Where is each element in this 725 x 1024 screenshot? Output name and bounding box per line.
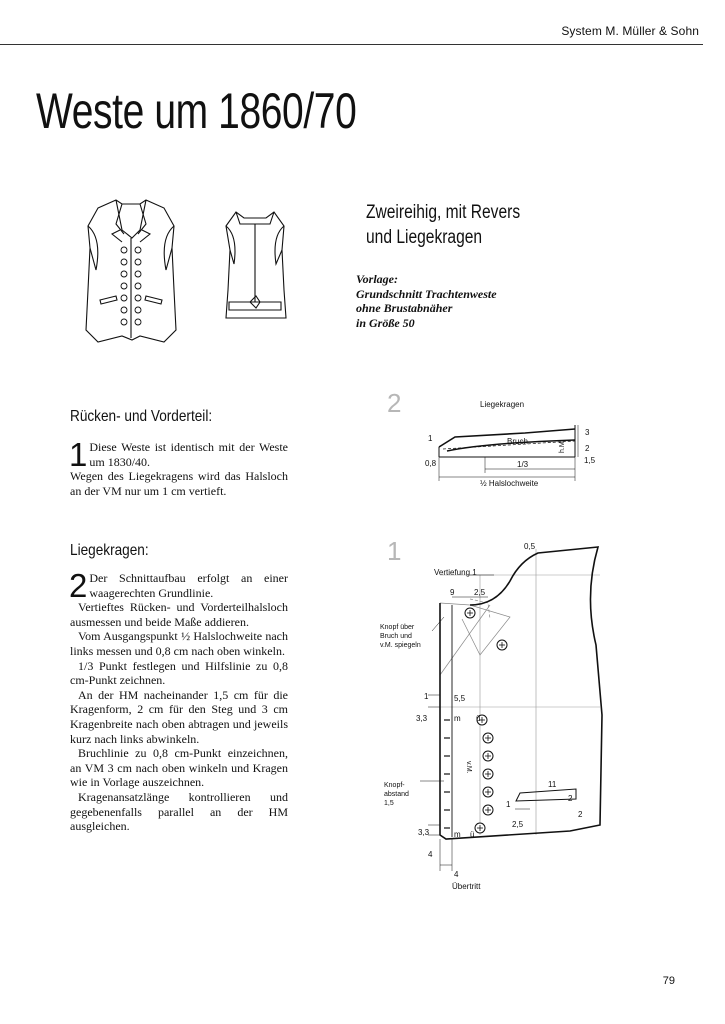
section-heading-back-front: Rücken- und Vorderteil: — [70, 408, 213, 425]
knopfabstand-line: Knopf- — [384, 782, 405, 789]
label-0-5: 0,5 — [524, 542, 536, 551]
buttonhole-marks — [444, 720, 450, 828]
label-0-8: 0,8 — [425, 459, 437, 468]
knopfabstand-line: abstand — [384, 791, 409, 798]
label-2: 2 — [585, 444, 590, 453]
collar-pattern-diagram — [425, 395, 610, 490]
label-1-5: 1,5 — [584, 456, 596, 465]
label-1: 1 — [424, 692, 429, 701]
section-heading-collar: Liegekragen: — [70, 542, 149, 559]
dropcap: 1 — [69, 436, 88, 473]
template-note — [356, 272, 497, 330]
label-ue: ü — [476, 714, 481, 723]
subtitle-line: und Liegekragen — [366, 227, 483, 248]
knopf-note-line: Knopf über — [380, 624, 415, 631]
subtitle-line: Zweireihig, mit Revers — [366, 202, 521, 223]
dropcap: 2 — [69, 567, 88, 604]
paragraph: 1/3 Punkt festlegen und Hilfslinie zu 0,8 cm-Punkt zeichnen. — [70, 658, 288, 688]
label-2-5: 2,5 — [474, 588, 486, 597]
label-ue: ü — [470, 830, 475, 839]
front-outline — [440, 547, 602, 839]
template-note-line: Vorlage: — [356, 272, 398, 286]
label-3: 3 — [585, 428, 590, 437]
instruction-block-2 — [69, 567, 288, 834]
fold-diagonal — [440, 605, 490, 675]
header-brand: System M. Müller & Sohn — [561, 24, 699, 38]
knopf-note-line: v.M. spiegeln — [380, 642, 421, 649]
label-1: 1 — [506, 800, 511, 809]
label-one-third: 1/3 — [517, 460, 529, 469]
paragraph: Wegen des Liegekragens wird das Halsloch an der VM nur um 1 cm vertieft. — [70, 469, 288, 498]
template-note-line: in Größe 50 — [356, 315, 415, 330]
knopfabstand-line: 1,5 — [384, 800, 394, 807]
label-1: 1 — [428, 434, 433, 443]
vest-illustrations — [60, 190, 360, 360]
template-note-line: Grundschnitt Trachtenweste — [356, 286, 497, 301]
step-number-1: 1 — [387, 536, 402, 566]
paragraph: Vom Ausgangspunkt ½ Halslochweite nach links messen und 0,8 cm nach oben winkeln. — [70, 629, 288, 658]
label-5-5: 5,5 — [454, 694, 466, 703]
label-uebertritt: Übertritt — [452, 882, 481, 891]
label-11: 11 — [548, 780, 557, 789]
paragraph: Kragenansatzlänge kontrollieren und gegebenenfalls parallel an der HM ausgleichen. — [70, 789, 288, 834]
label-hm: h.M. — [559, 439, 566, 453]
header-rule — [0, 44, 703, 45]
label-bruch: Bruch — [507, 437, 528, 446]
button-marks — [465, 608, 507, 833]
collar-title: Liegekragen — [480, 400, 525, 409]
knopf-note-line: Bruch und — [380, 633, 412, 640]
label-3-3: 3,3 — [418, 828, 430, 837]
label-3-3: 3,3 — [416, 714, 428, 723]
vest-back-illustration — [226, 212, 286, 318]
paragraph: Bruchlinie zu 0,8 cm-Punkt einzeichnen, an VM 3 cm nach oben winkeln und Kragen wie in Vorlage auszeichnen. — [70, 746, 288, 790]
label-m: m — [454, 830, 461, 839]
paragraph: Vertieftes Rücken- und Vorderteilhalsloch ausmessen und beide Maße addieren. — [70, 600, 288, 629]
label-2-5: 2,5 — [512, 820, 524, 829]
pocket-outline — [516, 789, 576, 801]
label-vm: v.M. — [465, 761, 472, 774]
vest-front-illustration — [86, 200, 176, 342]
label-2: 2 — [578, 810, 583, 819]
paragraph: Der Schnittaufbau erfolgt an einer waagerechten Grundlinie. — [89, 571, 288, 600]
label-vertiefung: Vertiefung 1 — [434, 568, 477, 577]
label-2: 2 — [568, 794, 573, 803]
label-9: 9 — [450, 588, 455, 597]
label-half-neck: ½ Halslochweite — [480, 479, 539, 488]
page-title: Weste um 1860/70 — [36, 83, 357, 139]
front-pattern-diagram — [370, 535, 625, 895]
label-m: m — [454, 714, 461, 723]
template-note-line: ohne Brustabnäher — [356, 301, 453, 315]
paragraph: Diese Weste ist identisch mit der Weste um 1830/40. — [89, 440, 288, 469]
paragraph: An der HM nacheinander 1,5 cm für die Kragenform, 2 cm für den Steg und 3 cm Kragenbreite nach oben abtragen und jeweils kurz nach links abwinkeln. — [70, 687, 288, 746]
step-number-2: 2 — [387, 388, 402, 418]
subtitle — [366, 200, 520, 250]
label-4: 4 — [428, 850, 433, 859]
instruction-block-1 — [69, 436, 288, 498]
label-4: 4 — [454, 870, 459, 879]
page-number: 79 — [662, 975, 675, 987]
